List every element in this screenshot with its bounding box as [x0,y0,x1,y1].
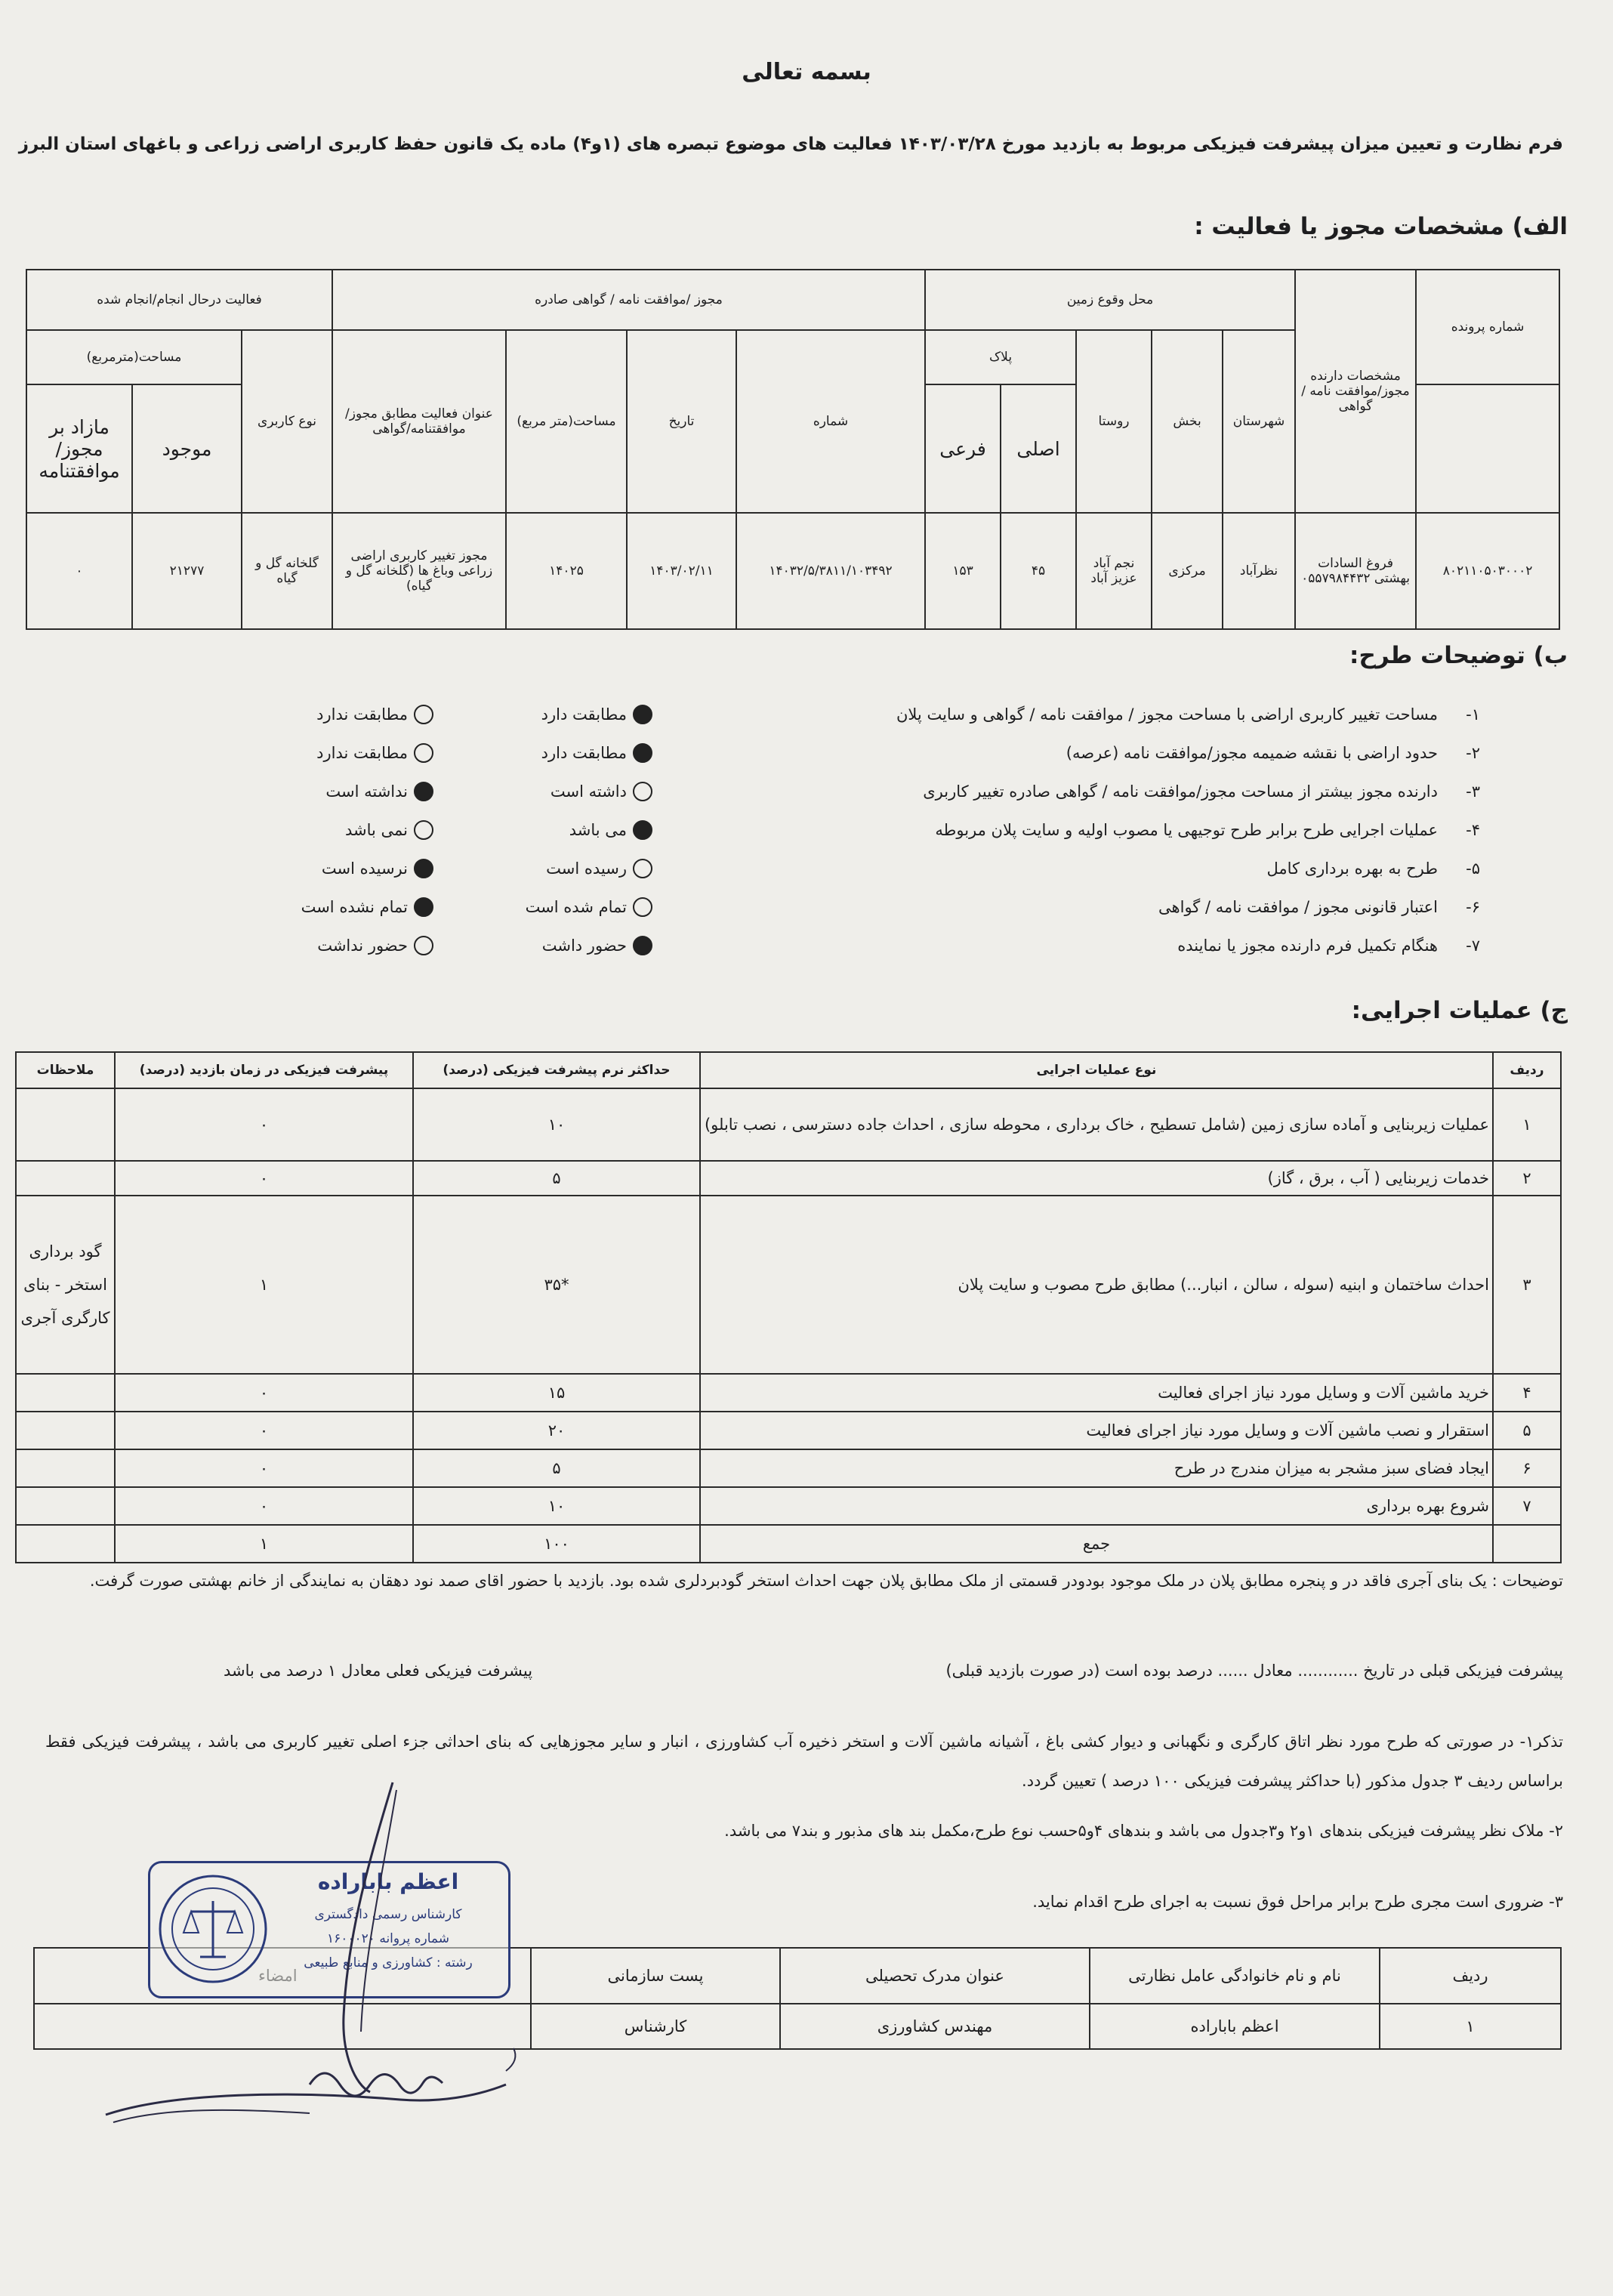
ops-row [16,1412,1561,1449]
ops-row-num: ۷ [1493,1487,1561,1525]
ops-row-notes [16,1449,115,1487]
ops-col-max: حداکثر نرم پیشرفت فیزیکی (درصد) [413,1052,700,1088]
design-note-option-2[interactable] [222,820,433,840]
ops-row [16,1374,1561,1412]
radio-checked-icon[interactable] [633,743,652,763]
design-note-option-2[interactable] [222,782,433,801]
design-note-option-label: مطابقت ندارد [316,743,408,762]
design-note-num: ۷- [1466,936,1480,955]
ops-row [16,1196,1561,1374]
ops-row-progress: ۰ [115,1412,413,1449]
plaque-sub-value: ۱۵۳ [925,513,1001,629]
ops-row-max: ۱۰ [413,1487,700,1525]
file-no-value: ۸۰۲۱۱۰۵۰۳۰۰۰۲ [1416,513,1559,629]
sup-row-num: ۱ [1380,2004,1561,2049]
design-note-num: ۵- [1466,859,1480,878]
design-note-option-label: مطابقت دارد [541,705,627,724]
district-value: مرکزی [1152,513,1223,629]
radio-unchecked-icon[interactable] [414,705,433,724]
ops-total-label: جمع [700,1525,1493,1563]
col-plaque: پلاک [925,330,1076,384]
sup-col-row: ردیف [1380,1948,1561,2004]
ops-row-notes [16,1161,115,1196]
design-note-option-label: مطابقت ندارد [316,705,408,724]
col-county: شهرستان [1223,330,1295,513]
design-note-text: دارنده مجوز بیشتر از مساحت مجوز/موافقت نامه / گواهی صادره تغییر کاربری [923,782,1438,801]
operations-table [15,1051,1562,1563]
file-no-blank [1416,384,1559,513]
radio-checked-icon[interactable] [633,936,652,955]
ops-row-num: ۶ [1493,1449,1561,1487]
ops-row-progress: ۰ [115,1487,413,1525]
excess-value: ۰ [26,513,132,629]
radio-unchecked-icon[interactable] [414,936,433,955]
permit-row [26,513,1559,629]
ops-row-progress: ۱ [115,1196,413,1374]
design-note-option-label: می باشد [569,820,627,839]
design-note-text: هنگام تکمیل فرم دارنده مجوز یا نماینده [1177,936,1438,955]
county-value: نظرآباد [1223,513,1295,629]
ops-row-notes [16,1088,115,1161]
ops-row-op: استقرار و نصب ماشین آلات و وسایل مورد نیاز اجرای فعالیت [700,1412,1493,1449]
design-note-item [151,733,1480,772]
ops-row-op: خدمات زیربنایی ( آب ، برق ، گاز) [700,1161,1493,1196]
ops-row-op: ایجاد فضای سبز مشجر به میزان مندرج در طرح [700,1449,1493,1487]
ops-total-max: ۱۰۰ [413,1525,700,1563]
design-note-option-label: تمام شده است [525,897,627,916]
sup-row-name: اعظم باباراده [1090,2004,1380,2049]
ops-row [16,1487,1561,1525]
col-district: بخش [1152,330,1223,513]
ops-total-notes [16,1525,115,1563]
design-note-option-1[interactable] [433,743,652,763]
radio-unchecked-icon[interactable] [633,859,652,878]
design-note-option-1[interactable] [433,936,652,955]
date-value: ۱۴۰۳/۰۲/۱۱ [627,513,736,629]
design-note-option-label: نداشته است [325,782,408,801]
design-note-item [151,926,1480,964]
col-holder: مشخصات دارنده مجوز/موافقت نامه / گواهی [1295,270,1416,513]
group-location: محل وقوع زمین [925,270,1295,330]
design-note-option-2[interactable] [222,705,433,724]
permit-table [26,269,1560,630]
group-permit: مجوز /موافقت نامه / گواهی صادره [332,270,925,330]
ops-row-notes [16,1487,115,1525]
ops-row-max: ۵ [413,1161,700,1196]
design-note-num: ۴- [1466,820,1480,839]
design-notes-list [151,695,1480,964]
design-note-option-label: داشته است [550,782,627,801]
design-note-option-1[interactable] [433,705,652,724]
form-title: فرم نظارت و تعیین میزان پیشرفت فیزیکی مربوط به بازدید مورخ ۱۴۰۳/۰۳/۲۸ فعالیت های موضوع تبصره های (۱و۴) ماده یک قانون حفظ کاربری اراضی زراعی و باغهای استان البرز [18,134,1563,154]
ops-row-op: احداث ساختمان و ابنیه (سوله ، سالن ، انبار...) مطابق طرح مصوب و سایت پلان [700,1196,1493,1374]
ops-row-op: شروع بهره برداری [700,1487,1493,1525]
design-note-option-1[interactable] [433,897,652,917]
ops-row-num: ۵ [1493,1412,1561,1449]
ops-row [16,1088,1561,1161]
sup-col-position: پست سازمانی [531,1948,780,2004]
ops-row-progress: ۰ [115,1088,413,1161]
design-note-option-label: حضور نداشت [317,936,408,955]
radio-checked-icon[interactable] [414,897,433,917]
existing-value: ۲۱۲۷۷ [132,513,242,629]
ops-col-progress: پیشرفت فیزیکی در زمان بازدید (درصد) [115,1052,413,1088]
col-activity-title: عنوان فعالیت مطابق مجوز/موافقتنامه/گواهی [332,330,506,513]
ops-total-progress: ۱ [115,1525,413,1563]
design-note-item [151,695,1480,733]
col-area-permit: مساحت(متر مربع) [506,330,627,513]
ops-row-num: ۱ [1493,1088,1561,1161]
radio-unchecked-icon[interactable] [633,897,652,917]
col-use-type: نوع کاربری [242,330,332,513]
sup-row-position: کارشناس [531,2004,780,2049]
section-a-heading: الف) مشخصات مجوز یا فعالیت : [1194,213,1568,240]
design-note-text: عملیات اجرایی طرح برابر طرح توجیهی یا مصوب اولیه و سایت پلان مربوطه [935,820,1438,839]
radio-unchecked-icon[interactable] [414,820,433,840]
group-activity: فعالیت درحال انجام/انجام شده [26,270,332,330]
design-note-num: ۲- [1466,743,1480,762]
stamp-line-3: رشته : کشاورزی و منابع طبیعی [304,1955,473,1970]
ops-row [16,1161,1561,1196]
design-note-option-label: نرسیده است [321,859,408,878]
design-note-item [151,810,1480,849]
basmala: بسمه تعالی [742,59,871,85]
plaque-main-value: ۴۵ [1001,513,1076,629]
radio-checked-icon[interactable] [633,820,652,840]
area-permit-value: ۱۴۰۲۵ [506,513,627,629]
sup-col-degree: عنوان مدرک تحصیلی [780,1948,1090,2004]
design-note-item [151,887,1480,926]
ops-row-max: *۳۵ [413,1196,700,1374]
design-note-option-label: تمام نشده است [301,897,408,916]
ops-row-max: ۱۰ [413,1088,700,1161]
ops-col-row: ردیف [1493,1052,1561,1088]
ops-row-op: خرید ماشین آلات و وسایل مورد نیاز اجرای فعالیت [700,1374,1493,1412]
ops-row-max: ۵ [413,1449,700,1487]
ops-row-progress: ۰ [115,1161,413,1196]
radio-checked-icon[interactable] [633,705,652,724]
design-note-num: ۱- [1466,705,1480,724]
ops-row-notes: گود برداری استخر - بنای کارگری آجری [16,1196,115,1374]
radio-checked-icon[interactable] [414,859,433,878]
design-note-option-1[interactable] [433,820,652,840]
use-type-value: گلخانه گل و گیاه [242,513,332,629]
design-note-num: ۶- [1466,897,1480,916]
note-3-text: ۳- ضروری است مجری طرح برابر مراحل فوق نسبت به اجرای طرح اقدام نماید. [1032,1893,1563,1911]
design-note-option-2[interactable] [222,859,433,878]
ops-row-num: ۲ [1493,1161,1561,1196]
design-note-text: طرح به بهره برداری کامل [1266,859,1438,878]
col-existing: موجود [132,384,242,513]
design-note-item [151,772,1480,810]
col-village: روستا [1076,330,1152,513]
ops-row-op: عملیات زیربنایی و آماده سازی زمین (شامل تسطیح ، خاک برداری ، محوطه سازی ، احداث جاده دسترسی ، نصب تابلو) [700,1088,1493,1161]
col-file-no: شماره پرونده [1416,270,1559,384]
activity-title-value: مجوز تغییر کاربری اراضی زراعی وباغ ها (گلخانه گل و گیاه) [332,513,506,629]
holder-value: فروغ السادات بهشتی ۰۵۵۷۹۸۴۴۳۲ [1295,513,1416,629]
design-note-text: اعتبار قانونی مجوز / موافقت نامه / گواهی [1158,897,1438,916]
design-note-text: مساحت تغییر کاربری اراضی با مساحت مجوز / موافقت نامه / گواهی و سایت پلان [896,705,1438,724]
design-note-text: حدود اراضی با نقشه ضمیمه مجوز/موافقت نامه (عرصه) [1066,743,1438,762]
design-note-option-label: حضور داشت [541,936,627,955]
ops-row-notes [16,1374,115,1412]
prev-progress-text: پیشرفت فیزیکی قبلی در تاریخ ............ معادل ...... درصد بوده است (در صورت بازدید قبلی) [945,1662,1563,1680]
ops-row-notes [16,1412,115,1449]
description-text: توضیحات : یک بنای آجری فاقد در و پنجره مطابق پلان در ملک موجود بودودر قسمتی از ملک مطابق پلان جهت احداث استخر گودبردلری شده بود. بازدید با حضور اقای صمد نود دهقان به نمایندگی از خانم بهشتی صورت گرفت. [89,1572,1563,1590]
design-note-option-label: مطابقت دارد [541,743,627,762]
ops-row-num: ۴ [1493,1374,1561,1412]
ops-col-notes: ملاحظات [16,1052,115,1088]
ops-row [16,1449,1561,1487]
col-excess: مازاد بر مجوز/ موافقتنامه [26,384,132,513]
col-plaque-sub: فرعی [925,384,1001,513]
design-note-option-label: رسیده است [546,859,627,878]
design-note-option-2[interactable] [222,936,433,955]
ops-col-op: نوع عملیات اجرایی [700,1052,1493,1088]
design-note-option-label: نمی باشد [344,820,408,839]
current-progress-text: پیشرفت فیزیکی فعلی معادل ۱ درصد می باشد [224,1662,533,1680]
number-value: ۱۴۰۳۲/۵/۳۸۱۱/۱۰۳۴۹۲ [736,513,925,629]
ops-row-max: ۲۰ [413,1412,700,1449]
ops-row-progress: ۰ [115,1374,413,1412]
design-note-option-1[interactable] [433,859,652,878]
stamp-line-2: شماره پروانه ۱۶۰۰۰۲۰ [327,1931,449,1946]
col-number: شماره [736,330,925,513]
ops-row-progress: ۰ [115,1449,413,1487]
sup-row-degree: مهندس کشاورزی [780,2004,1090,2049]
note-1-text: تذکر۱- در صورتی که طرح مورد نظر اتاق کارگری و نگهبانی و دیوار کشی باغ ، آشیانه ماشین آلات و استخر ذخیره آب کشاورزی ، انبار و سایر مجوزهایی که بنای احداثی جزء اصلی تغییر کاربری می باشد ، پیشرفت فیزیکی فقط براساس ردیف ۳ جدول مذکور (با حداکثر پیشرفت فیزیکی ۱۰۰ درصد ) تعیین گردد. [45,1733,1563,1790]
note-2-text: ۲- ملاک نظر پیشرفت فیزیکی بندهای ۱و۲ و۳جدول می باشد و بندهای ۴و۵حسب نوع طرح،مکمل بند های مذبور و بند۷ می باشد. [724,1822,1563,1840]
stamp-line-1: کارشناس رسمی دادگستری [314,1907,462,1922]
handwritten-signature [83,1767,551,2145]
col-area-activity: مساحت(مترمربع) [26,330,242,384]
design-note-option-2[interactable] [222,743,433,763]
ops-total-blank [1493,1525,1561,1563]
section-b-heading: ب) توضیحات طرح: [1349,642,1568,669]
section-c-heading: ج) عملیات اجرایی: [1351,997,1568,1024]
col-date: تاریخ [627,330,736,513]
design-note-item [151,849,1480,887]
design-note-num: ۳- [1466,782,1480,801]
ops-row-max: ۱۵ [413,1374,700,1412]
ops-row-num: ۳ [1493,1196,1561,1374]
radio-unchecked-icon[interactable] [414,743,433,763]
radio-unchecked-icon[interactable] [633,782,652,801]
radio-checked-icon[interactable] [414,782,433,801]
design-note-option-2[interactable] [222,897,433,917]
village-value: نجم آباد عزیز آباد [1076,513,1152,629]
stamp-name: اعظم باباراده [317,1869,459,1894]
sup-col-name: نام و نام خانوادگی عامل نظارتی [1090,1948,1380,2004]
design-note-option-1[interactable] [433,782,652,801]
ops-total-row [16,1525,1561,1563]
col-plaque-main: اصلی [1001,384,1076,513]
